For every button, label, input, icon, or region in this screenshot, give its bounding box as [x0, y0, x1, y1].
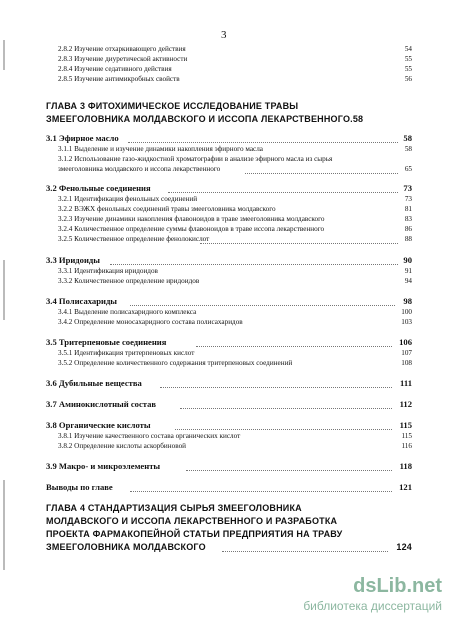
toc-entry	[0, 65, 450, 75]
toc-entry-page: 94	[404, 277, 412, 285]
toc-section-label: 3.4 Полисахариды	[46, 296, 118, 306]
toc-entry	[0, 349, 450, 359]
toc-entry-label: 3.1.1 Выделение и изучение динамики накопления эфирного масла	[58, 145, 263, 153]
chapter-heading	[0, 542, 450, 554]
leader-dots	[128, 142, 398, 143]
toc-entry	[0, 277, 450, 287]
toc-entry	[0, 267, 450, 277]
toc-section-page: 121	[399, 482, 412, 492]
toc-entry-label: 3.1.2 Использование газо-жидкостной хроматографии в анализе эфирного масла из сырья	[58, 155, 333, 163]
toc-section-label: Выводы по главе	[46, 482, 113, 492]
toc-entry	[0, 145, 450, 155]
leader-dots	[130, 305, 395, 306]
toc-entry-label: 3.3.1 Идентификация иридоидов	[58, 267, 158, 275]
toc-entry-page: 58	[404, 145, 412, 153]
toc-section-label: 3.2 Фенольные соединения	[46, 183, 151, 193]
toc-entry-page: 108	[401, 359, 412, 367]
toc-section-label: 3.5 Тритерпеновые соединения	[46, 337, 167, 347]
chapter-heading	[0, 516, 450, 528]
leader-dots	[186, 470, 392, 471]
toc-entry-page: 56	[404, 75, 412, 83]
toc-entry-page: 73	[404, 195, 412, 203]
leader-dots	[110, 264, 398, 265]
toc-entry-page: 115	[401, 432, 412, 440]
toc-entry	[0, 45, 450, 55]
chapter-heading	[0, 101, 450, 113]
leader-dots	[175, 429, 392, 430]
toc-entry	[0, 195, 450, 205]
leader-dots	[245, 173, 398, 174]
toc-section-label: 3.3 Иридоиды	[46, 255, 100, 265]
toc-entry-label: 2.8.4 Изучение седативного действия	[58, 65, 172, 73]
toc-entry-label: 3.2.1 Идентификация фенольных соединений	[58, 195, 198, 203]
leader-dots	[160, 387, 392, 388]
toc-entry-label: 3.2.3 Изучение динамики накопления флавоноидов в траве змееголовника молдавского	[58, 215, 325, 223]
toc-entry	[0, 55, 450, 65]
dslib-logo: dsLib.net	[353, 575, 442, 597]
toc-entry-label: 2.8.3 Изучение диуретической активности	[58, 55, 188, 63]
toc-entry-label: 3.2.5 Количественное определение фенолокислот	[58, 235, 210, 243]
toc-entry-label: змееголовника молдавского и иссопа лекарственного	[58, 165, 221, 173]
toc-entry-page: 65	[404, 165, 412, 173]
toc-section-page: 58	[403, 133, 412, 143]
toc-entry-label: 3.8.2 Определение кислоты аскорбиновой	[58, 442, 187, 450]
leader-dots	[196, 346, 392, 347]
toc-entry-page: 54	[404, 45, 412, 53]
toc-section-page: 106	[399, 337, 412, 347]
toc-entry	[0, 225, 450, 235]
toc-entry-page: 107	[401, 349, 412, 357]
toc-entry-page: 83	[404, 215, 412, 223]
toc-section-label: 3.9 Макро- и микроэлементы	[46, 461, 161, 471]
chapter-heading-line: ПРОЕКТА ФАРМАКОПЕЙНОЙ СТАТЬИ ПРЕДПРИЯТИЯ НА ТРАВУ	[46, 529, 343, 539]
toc-section-page: 111	[400, 378, 412, 388]
toc-entry-page: 55	[404, 55, 412, 63]
toc-entry-page: 116	[401, 442, 412, 450]
chapter-heading-line: ЗМЕЕГОЛОВНИКА МОЛДАВСКОГО И ИССОПА ЛЕКАРСТВЕННОГО.58	[46, 114, 364, 124]
toc-entry-label: 2.8.2 Изучение отхаркивающего действия	[58, 45, 186, 53]
leader-dots	[168, 192, 398, 193]
chapter-heading-page: 124	[396, 542, 412, 552]
toc-entry	[0, 432, 450, 442]
toc-entry-label: 3.5.2 Определение количественного содержания тритерпеновых соединений	[58, 359, 293, 367]
leader-dots	[180, 408, 392, 409]
chapter-heading-line: ЗМЕЕГОЛОВНИКА МОЛДАВСКОГО	[46, 542, 206, 552]
toc-entry-page: 103	[401, 318, 412, 326]
toc-section-page: 115	[399, 420, 412, 430]
toc-entry	[0, 308, 450, 318]
toc-entry-label: 3.2.4 Количественное определение суммы флавоноидов в траве иссопа лекарственного	[58, 225, 325, 233]
chapter-heading-line: ГЛАВА 4 СТАНДАРТИЗАЦИЯ СЫРЬЯ ЗМЕЕГОЛОВНИКА	[46, 503, 302, 513]
toc-entry-page: 55	[404, 65, 412, 73]
toc-entry	[0, 215, 450, 225]
toc-entry-page: 100	[401, 308, 412, 316]
toc-section-page: 112	[399, 399, 412, 409]
toc-section-page: 98	[403, 296, 412, 306]
leader-dots	[222, 551, 388, 552]
toc-entry	[0, 75, 450, 85]
toc-entry-page: 86	[404, 225, 412, 233]
chapter-heading-line: МОЛДАВСКОГО И ИССОПА ЛЕКАРСТВЕННОГО И РАЗРАБОТКА	[46, 516, 338, 526]
toc-section-page: 73	[403, 183, 412, 193]
toc-entry-label: 3.8.1 Изучение качественного состава органических кислот	[58, 432, 241, 440]
toc-entry	[0, 442, 450, 452]
toc-section-label: 3.8 Органические кислоты	[46, 420, 151, 430]
toc-entry-label: 3.5.1 Идентификация тритерпеновых кислот	[58, 349, 195, 357]
toc-entry	[0, 318, 450, 328]
chapter-heading	[0, 529, 450, 541]
toc-section-label: 3.1 Эфирное масло	[46, 133, 119, 143]
chapter-heading	[0, 503, 450, 515]
chapter-heading	[0, 114, 450, 126]
toc-entry-label: 3.3.2 Количественное определение иридоидов	[58, 277, 200, 285]
toc-section-label: 3.7 Аминокислотный состав	[46, 399, 157, 409]
toc-section-label: 3.6 Дубильные вещества	[46, 378, 142, 388]
page-number: 3	[221, 29, 227, 41]
leader-dots	[130, 491, 392, 492]
toc-entry	[0, 205, 450, 215]
toc-entry	[0, 155, 450, 165]
chapter-heading-line: ГЛАВА 3 ФИТОХИМИЧЕСКОЕ ИССЛЕДОВАНИЕ ТРАВЫ	[46, 101, 299, 111]
toc-section-page: 118	[399, 461, 412, 471]
toc-entry-label: 3.2.2 ВЭЖХ фенольных соединений травы змееголовника молдавского	[58, 205, 276, 213]
dslib-subtitle: библиотека диссертаций	[303, 599, 442, 613]
toc-entry-label: 3.4.1 Выделение полисахаридного комплекса	[58, 308, 197, 316]
toc-entry-page: 88	[404, 235, 412, 243]
toc-entry-label: 2.8.5 Изучение антимикробных свойств	[58, 75, 180, 83]
toc-entry-page: 91	[404, 267, 412, 275]
toc-entry-label: 3.4.2 Определение моносахаридного состава полисахаридов	[58, 318, 243, 326]
toc-entry	[0, 359, 450, 369]
toc-entry-page: 81	[404, 205, 412, 213]
leader-dots	[200, 243, 398, 244]
toc-section-page: 90	[403, 255, 412, 265]
